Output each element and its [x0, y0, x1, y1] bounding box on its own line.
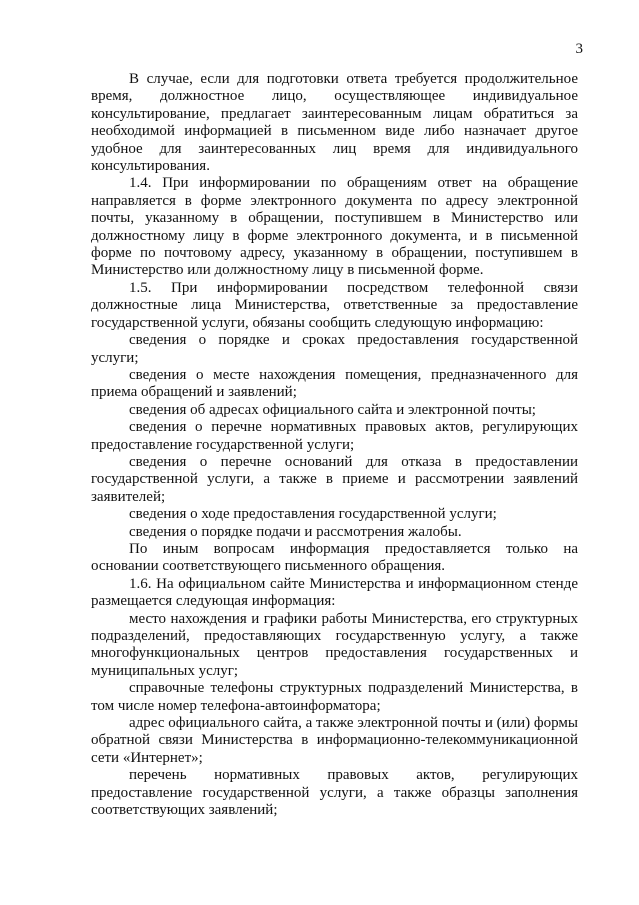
- page-number: 3: [575, 41, 583, 57]
- paragraph-other-questions: По иным вопросам информация предоставляется только на основании соответствующего письменного обращения.: [91, 540, 578, 575]
- list-item-premises-location: сведения о месте нахождения помещения, предназначенного для приема обращений и заявлений;: [91, 366, 578, 401]
- paragraph-1-6: 1.6. На официальном сайте Министерства и информационном стенде размещается следующая информация:: [91, 575, 578, 610]
- document-body: [91, 71, 578, 819]
- list-item-location-schedule: место нахождения и графики работы Министерства, его структурных подразделений, предоставляющих государственную услугу, а также многофункциональных центров предоставления государственных и муниципальных услуг;: [91, 610, 578, 679]
- paragraph-1-4: 1.4. При информировании по обращениям ответ на обращение направляется в форме электронного документа по адресу электронной почты, указанному в обращении, поступившем в Министерство или должностному лицу в форме электронного документа, и в письменной форме по почтовому адресу, указанному в обращении, поступившем в Министерство или должностному лицу в письменной форме.: [91, 175, 578, 279]
- list-item-website-address: адрес официального сайта, а также электронной почты и (или) формы обратной связи Министерства в информационно-телекоммуникационной сети «Интернет»;: [91, 715, 578, 766]
- list-item-website-email: сведения об адресах официального сайта и электронной почты;: [129, 401, 536, 418]
- paragraph-consultation-time: В случае, если для подготовки ответа требуется продолжительное время, должностное лицо, осуществляющее индивидуальное консультирование, предлагает заинтересованным лицам обратиться за необходимой информацией в письменном виде либо назначает другое удобное для заинтересованных лиц время для индивидуального консультирования.: [91, 71, 578, 175]
- list-item-refusal-grounds: сведения о перечне оснований для отказа в предоставлении государственной услуги, а также в приеме и рассмотрении заявлений заявителей;: [91, 453, 578, 505]
- list-item-complaint-procedure: сведения о порядке подачи и рассмотрения жалобы.: [129, 523, 462, 540]
- list-item-phones: справочные телефоны структурных подразделений Министерства, в том числе номер телефона-автоинформатора;: [91, 680, 578, 714]
- list-item-legal-acts-forms: перечень нормативных правовых актов, регулирующих предоставление государственной услуги, а также образцы заполнения соответствующих заявлений;: [91, 767, 578, 819]
- list-item-service-progress: сведения о ходе предоставления государственной услуги;: [129, 506, 497, 523]
- list-item-procedure-terms: сведения о порядке и сроках предоставления государственной услуги;: [91, 332, 578, 366]
- paragraph-1-5: 1.5. При информировании посредством телефонной связи должностные лица Министерства, ответственные за предоставление государственной услуги, обязаны сообщить следующую информацию:: [91, 279, 578, 331]
- list-item-legal-acts: сведения о перечне нормативных правовых актов, регулирующих предоставление государственной услуги;: [91, 419, 578, 453]
